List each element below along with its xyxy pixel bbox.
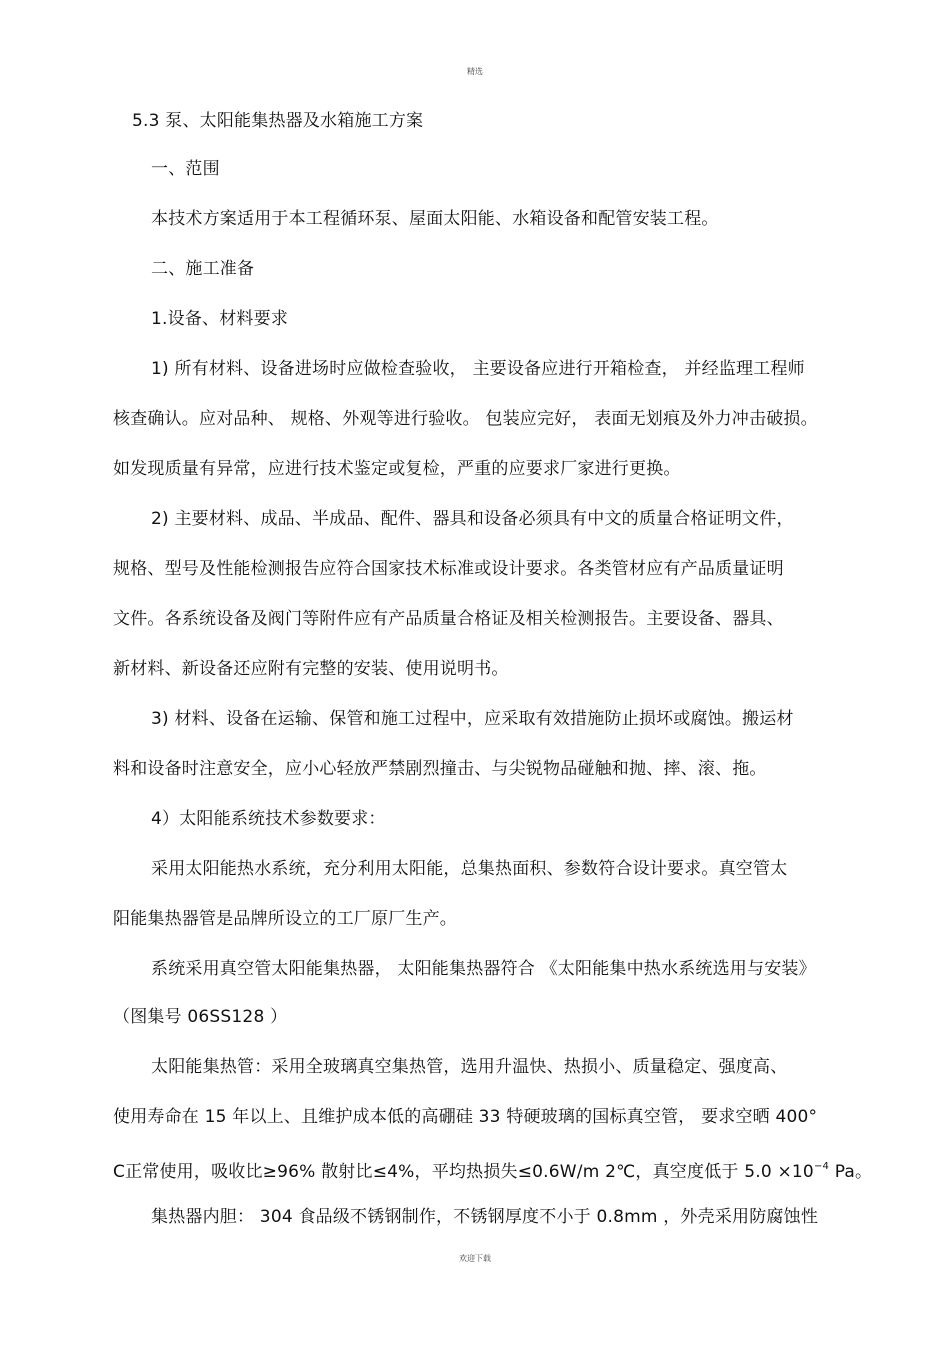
paragraph-line: 料和设备时注意安全，应小心轻放严禁剧烈撞击、与尖锐物品碰触和抛、摔、滚、拖。 — [113, 759, 767, 779]
paragraph-line: 规格、型号及性能检测报告应符合国家技术标准或设计要求。各类管材应有产品质量证明 — [113, 559, 784, 579]
paragraph-line: 系统采用真空管太阳能集热器， 太阳能集热器符合 《太阳能集中热水系统选用与安装》 — [151, 959, 816, 979]
paragraph-line-with-exponent — [113, 1156, 872, 1183]
heading-materials: 1.设备、材料要求 — [151, 309, 289, 329]
paragraph-line: 1) 所有材料、设备进场时应做检查验收， 主要设备应进行开箱检查， 并经监理工程师 — [151, 359, 805, 379]
paragraph-line: 新材料、新设备还应附有完整的安装、使用说明书。 — [113, 659, 509, 679]
footer-mark: 欢迎下载 — [459, 1254, 491, 1263]
paragraph-line: 太阳能集热管：采用全玻璃真空集热管，选用升温快、热损小、质量稳定、强度高、 — [151, 1057, 788, 1077]
paragraph-line: 采用太阳能热水系统，充分利用太阳能，总集热面积、参数符合设计要求。真空管太 — [151, 859, 788, 879]
paragraph-line: 2) 主要材料、成品、半成品、配件、器具和设备必须具有中文的质量合格证明文件， — [151, 509, 794, 529]
line-text: C正常使用，吸收比≥96% 散射比≤4%，平均热损失≤0.6W/m 2℃，真空度低于 5.0 ×10 — [113, 1162, 814, 1182]
section-title: 5.3 泵、太阳能集热器及水箱施工方案 — [132, 111, 424, 131]
paragraph-line: 阳能集热器管是品牌所设立的工厂原厂生产。 — [113, 909, 457, 929]
header-mark: 精选 — [467, 67, 483, 76]
paragraph-line: 核查确认。应对品种、 规格、外观等进行验收。 包装应完好， 表面无划痕及外力冲击破损。 — [113, 409, 818, 429]
paragraph-line: （图集号 06SS128 ） — [113, 1007, 288, 1027]
heading-preparation: 二、施工准备 — [151, 259, 255, 279]
unit-text: Pa。 — [834, 1162, 873, 1182]
paragraph-line: 本技术方案适用于本工程循环泵、屋面太阳能、水箱设备和配管安装工程。 — [151, 209, 719, 229]
paragraph-line: 如发现质量有异常，应进行技术鉴定或复检，严重的应要求厂家进行更换。 — [113, 459, 681, 479]
paragraph-line: 使用寿命在 15 年以上、且维护成本低的高硼硅 33 特硬玻璃的国标真空管， 要求空晒 400° — [113, 1107, 818, 1127]
paragraph-line: 集热器内胆： 304 食品级不锈钢制作，不锈钢厚度不小于 0.8mm ，外壳采用防腐蚀性 — [151, 1207, 819, 1227]
paragraph-line: 3) 材料、设备在运输、保管和施工过程中，应采取有效措施防止损坏或腐蚀。搬运材 — [151, 709, 794, 729]
exponent: −4 — [813, 1161, 830, 1172]
heading-scope: 一、范围 — [151, 159, 220, 179]
paragraph-line: 文件。各系统设备及阀门等附件应有产品质量合格证及相关检测报告。主要设备、器具、 — [113, 609, 784, 629]
heading-solar-params: 4）太阳能系统技术参数要求： — [151, 809, 386, 829]
